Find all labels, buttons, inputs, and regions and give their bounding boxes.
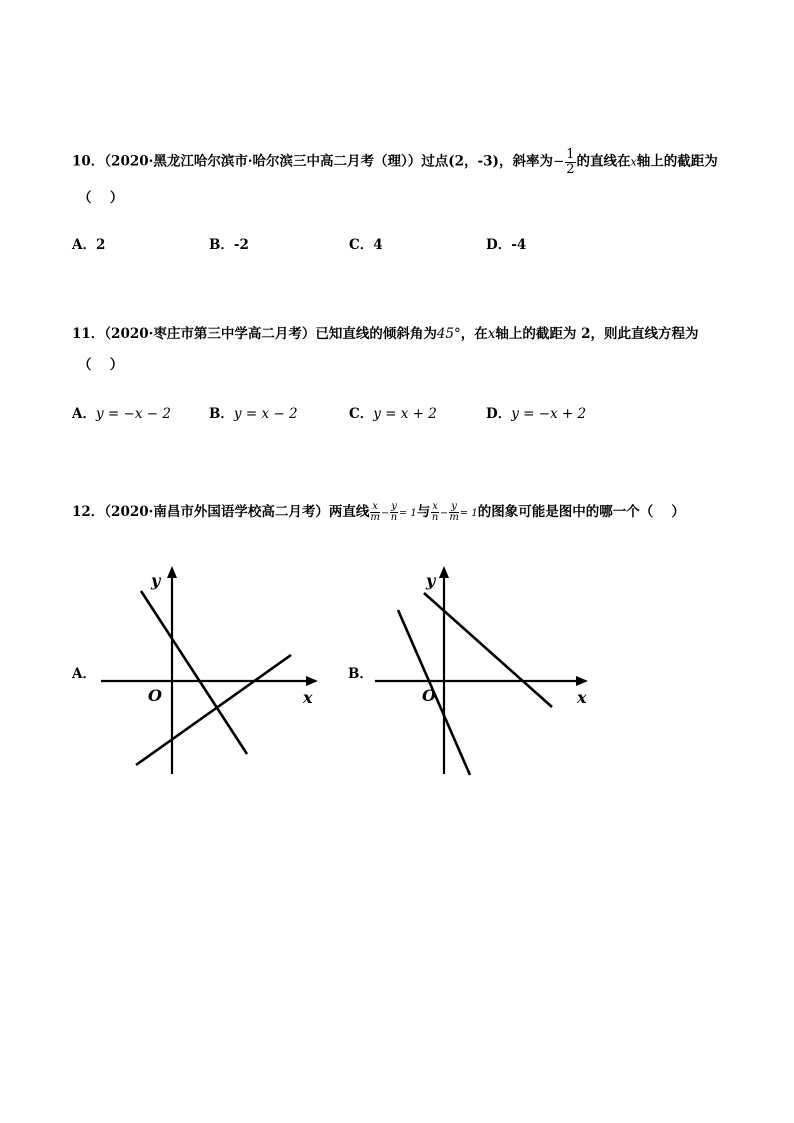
option-d[interactable] bbox=[486, 402, 586, 422]
option-label: D． bbox=[486, 406, 512, 422]
option-label: B． bbox=[209, 406, 234, 422]
question-10-stem bbox=[72, 148, 718, 176]
question-text: ，在 bbox=[460, 326, 488, 342]
origin-label: O bbox=[148, 686, 162, 705]
fraction-denominator: 2 bbox=[566, 161, 575, 177]
figure-a-label[interactable]: A． bbox=[72, 666, 96, 682]
axis-x-label: x bbox=[577, 688, 587, 707]
option-b[interactable] bbox=[209, 233, 249, 253]
fraction-x-over-m bbox=[370, 502, 379, 524]
fraction-denominator: m bbox=[370, 512, 380, 523]
fraction-y-over-m bbox=[449, 502, 458, 524]
fraction-denominator: n bbox=[390, 512, 398, 523]
option-c[interactable] bbox=[349, 402, 437, 422]
minus-sign: − bbox=[380, 508, 390, 519]
option-label: C． bbox=[349, 237, 374, 253]
question-source: （2020·黑龙江哈尔滨市·哈尔滨三中高二月考（理）） bbox=[104, 153, 422, 170]
minus-sign: − bbox=[552, 153, 565, 170]
question-text: 的图象可能是图中的哪一个（ ） bbox=[477, 504, 685, 520]
axis-y-label: y bbox=[426, 571, 436, 590]
fraction-y-over-n bbox=[390, 502, 398, 524]
question-text: 的直线在 bbox=[576, 153, 631, 170]
option-label: A． bbox=[72, 406, 96, 422]
fraction-x-over-n bbox=[431, 502, 439, 524]
minus-sign: − bbox=[439, 508, 449, 519]
option-value: y = x − 2 bbox=[233, 406, 298, 422]
origin-label: O bbox=[422, 686, 436, 705]
variable-x: x bbox=[487, 326, 496, 342]
x-axis-arrow bbox=[306, 676, 318, 686]
answer-paren: （ ） bbox=[78, 357, 124, 373]
fraction-numerator: y bbox=[391, 500, 397, 512]
y-axis-arrow bbox=[167, 566, 177, 578]
option-c[interactable] bbox=[349, 233, 383, 253]
question-text: 过点(2，-3)，斜率为 bbox=[421, 153, 553, 170]
option-a[interactable] bbox=[72, 402, 171, 422]
fraction-numerator: x bbox=[432, 500, 438, 512]
axis-y-label: y bbox=[151, 571, 161, 590]
axis-x-label: x bbox=[303, 688, 313, 707]
fraction-numerator: y bbox=[451, 500, 457, 512]
equation-rhs: = 1 bbox=[459, 508, 478, 519]
question-source: （2020·南昌市外国语学校高二月考） bbox=[104, 504, 329, 520]
option-value: -2 bbox=[233, 237, 249, 253]
option-value: y = −x + 2 bbox=[511, 406, 587, 422]
question-text: 与 bbox=[416, 504, 431, 520]
fraction-numerator: 1 bbox=[566, 147, 575, 162]
question-text: 已知直线的倾斜角为 bbox=[315, 326, 437, 342]
slope-fraction bbox=[565, 148, 575, 176]
option-d[interactable] bbox=[486, 233, 526, 253]
option-value: -4 bbox=[511, 237, 527, 253]
option-value: 4 bbox=[373, 237, 383, 253]
angle-value: 45° bbox=[436, 326, 461, 342]
question-source: （2020·枣庄市第三中学高二月考） bbox=[104, 326, 316, 342]
fraction-denominator: n bbox=[431, 512, 439, 523]
x-axis-arrow bbox=[576, 676, 588, 686]
line-2 bbox=[136, 655, 291, 765]
question-number: 10． bbox=[72, 153, 105, 170]
option-label: A． bbox=[72, 237, 96, 253]
variable-x: x bbox=[630, 155, 637, 169]
question-number: 12． bbox=[72, 504, 105, 520]
option-a[interactable] bbox=[72, 233, 105, 253]
option-value: 2 bbox=[95, 237, 106, 253]
question-text: 轴上的截距为 bbox=[636, 153, 718, 170]
option-b[interactable] bbox=[209, 402, 298, 422]
y-axis-arrow bbox=[439, 566, 449, 578]
line-1 bbox=[141, 591, 247, 754]
option-label: C． bbox=[349, 406, 374, 422]
fraction-denominator: m bbox=[449, 512, 459, 523]
question-text: 轴上的截距为 2，则此直线方程为 bbox=[495, 326, 699, 342]
figure-a-graph[interactable] bbox=[95, 560, 325, 782]
option-label: D． bbox=[486, 237, 512, 253]
option-value: y = x + 2 bbox=[373, 406, 437, 422]
question-text: 两直线 bbox=[328, 504, 370, 520]
figure-b-label[interactable]: B． bbox=[348, 666, 373, 682]
figure-b-graph[interactable] bbox=[368, 560, 598, 782]
option-label: B． bbox=[209, 237, 234, 253]
fraction-numerator: x bbox=[372, 500, 378, 512]
question-12-stem bbox=[72, 500, 685, 524]
answer-paren: （ ） bbox=[78, 190, 124, 206]
option-value: y = −x − 2 bbox=[95, 406, 171, 422]
equation-rhs: = 1 bbox=[398, 508, 417, 519]
question-number: 11． bbox=[72, 326, 105, 342]
question-11-stem bbox=[72, 322, 698, 342]
